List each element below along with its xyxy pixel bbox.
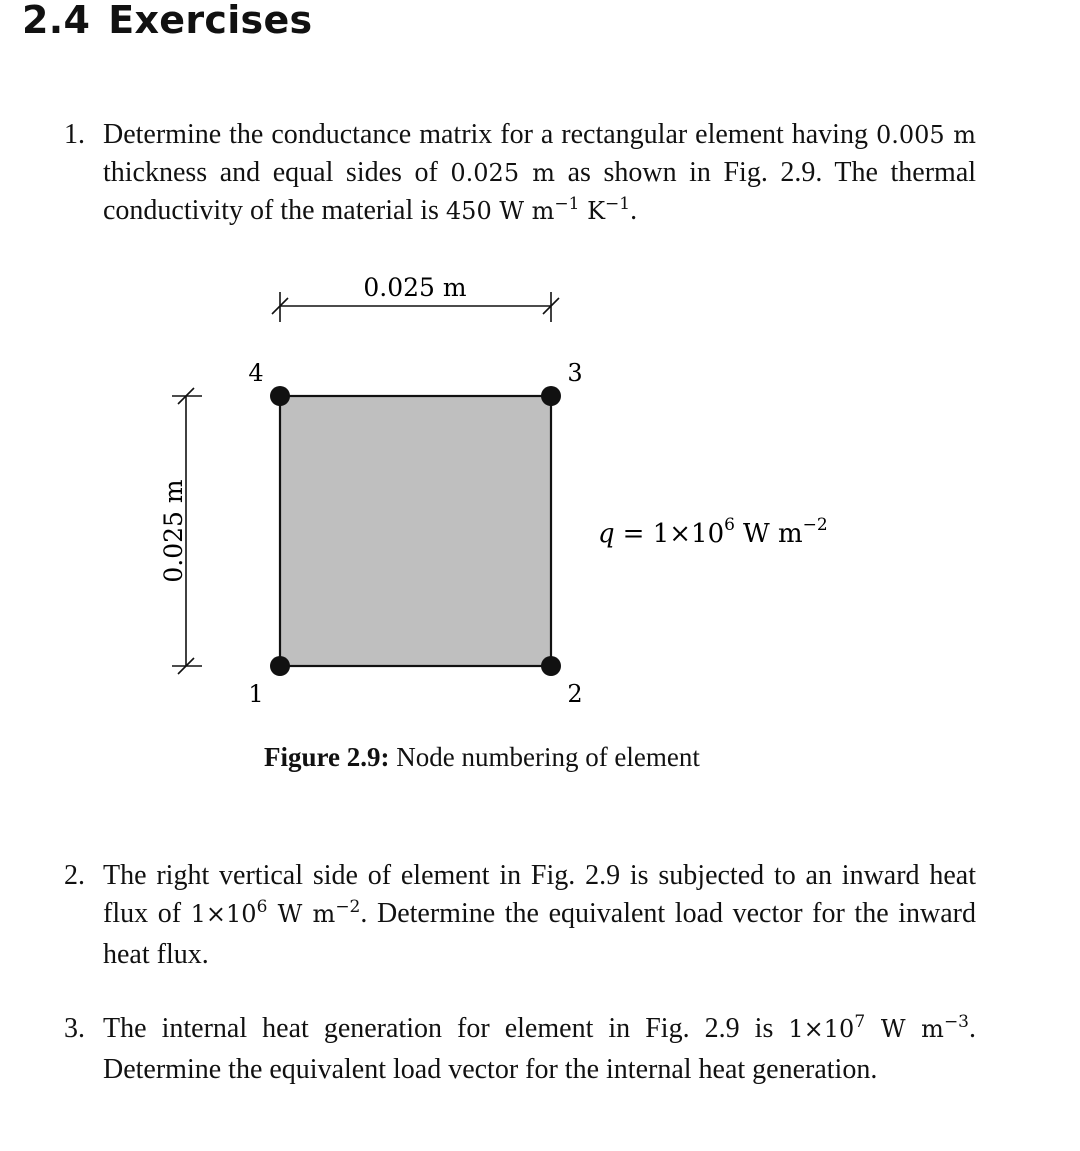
text: Determine the conductance matrix for a rectangular element having [103, 119, 868, 150]
text: as shown in Fig. 2.9. The [567, 157, 878, 188]
node-3 [541, 386, 561, 406]
k-unit: K [587, 197, 606, 225]
side-value: 0.025 m [450, 159, 556, 187]
flux-unit-exponent: −2 [335, 897, 361, 917]
thickness-value: 0.005 m [875, 121, 977, 149]
text: The internal heat generation for element in Fig. 2.9 is [103, 1013, 774, 1044]
q-exponent: 6 [724, 515, 735, 535]
node-2-label: 2 [567, 680, 583, 708]
text: The right vertical side of element in Fig. 2.9 is subjected to an inward heat flux of [103, 860, 976, 929]
exercise-2-number: 2. [64, 860, 85, 891]
heat-flux-label [598, 515, 828, 549]
caption-text: Node numbering of element [396, 742, 700, 772]
generation-unit: W m [880, 1015, 944, 1043]
generation-unit-exponent: −3 [943, 1012, 969, 1032]
top-dimension-label: 0.025 m [363, 273, 467, 302]
text: . Determine the equivalent load vector for the inward heat flux. [103, 898, 976, 970]
q-unit-exponent: −2 [802, 515, 828, 535]
section-title: Exercises [108, 0, 313, 42]
text: thickness and equal sides of [103, 157, 438, 188]
node-3-label: 3 [567, 359, 583, 387]
text: . Determine the equivalent load vector for the internal heat generation. [103, 1013, 976, 1085]
q-symbol: q [598, 519, 615, 549]
section-number: 2.4 [22, 0, 91, 42]
k-exponent-2: −1 [605, 194, 631, 214]
generation-exponent: 7 [854, 1012, 866, 1032]
exercise-2-text [103, 857, 976, 974]
flux-value: 1×10 [190, 900, 257, 928]
figure-caption [264, 742, 700, 773]
exercise-1-number: 1. [64, 119, 85, 150]
node-4-label: 4 [248, 359, 264, 387]
flux-unit: W m [277, 900, 336, 928]
heat-flux-value [190, 897, 361, 928]
text: . [630, 195, 638, 226]
node-1-label: 1 [248, 680, 264, 708]
k-value: 450 W m [445, 197, 555, 225]
node-2 [541, 656, 561, 676]
node-4 [270, 386, 290, 406]
exercise-2 [64, 857, 976, 974]
k-exponent-1: −1 [554, 194, 580, 214]
node-1 [270, 656, 290, 676]
caption-label: Figure 2.9: [264, 742, 390, 772]
heat-generation-value [788, 1012, 969, 1043]
left-dimension-label: 0.025 m [159, 479, 188, 583]
exercise-3-text [103, 1010, 976, 1089]
exercise-3-number: 3. [64, 1013, 85, 1044]
q-expression: = 1×10 [622, 519, 725, 549]
text: thermal conductivity of the material is [103, 157, 977, 226]
generation-value: 1×10 [788, 1015, 855, 1043]
exercise-3 [64, 1010, 976, 1089]
flux-exponent: 6 [256, 897, 268, 917]
q-unit: W m [742, 519, 803, 549]
rectangular-element [280, 396, 551, 666]
